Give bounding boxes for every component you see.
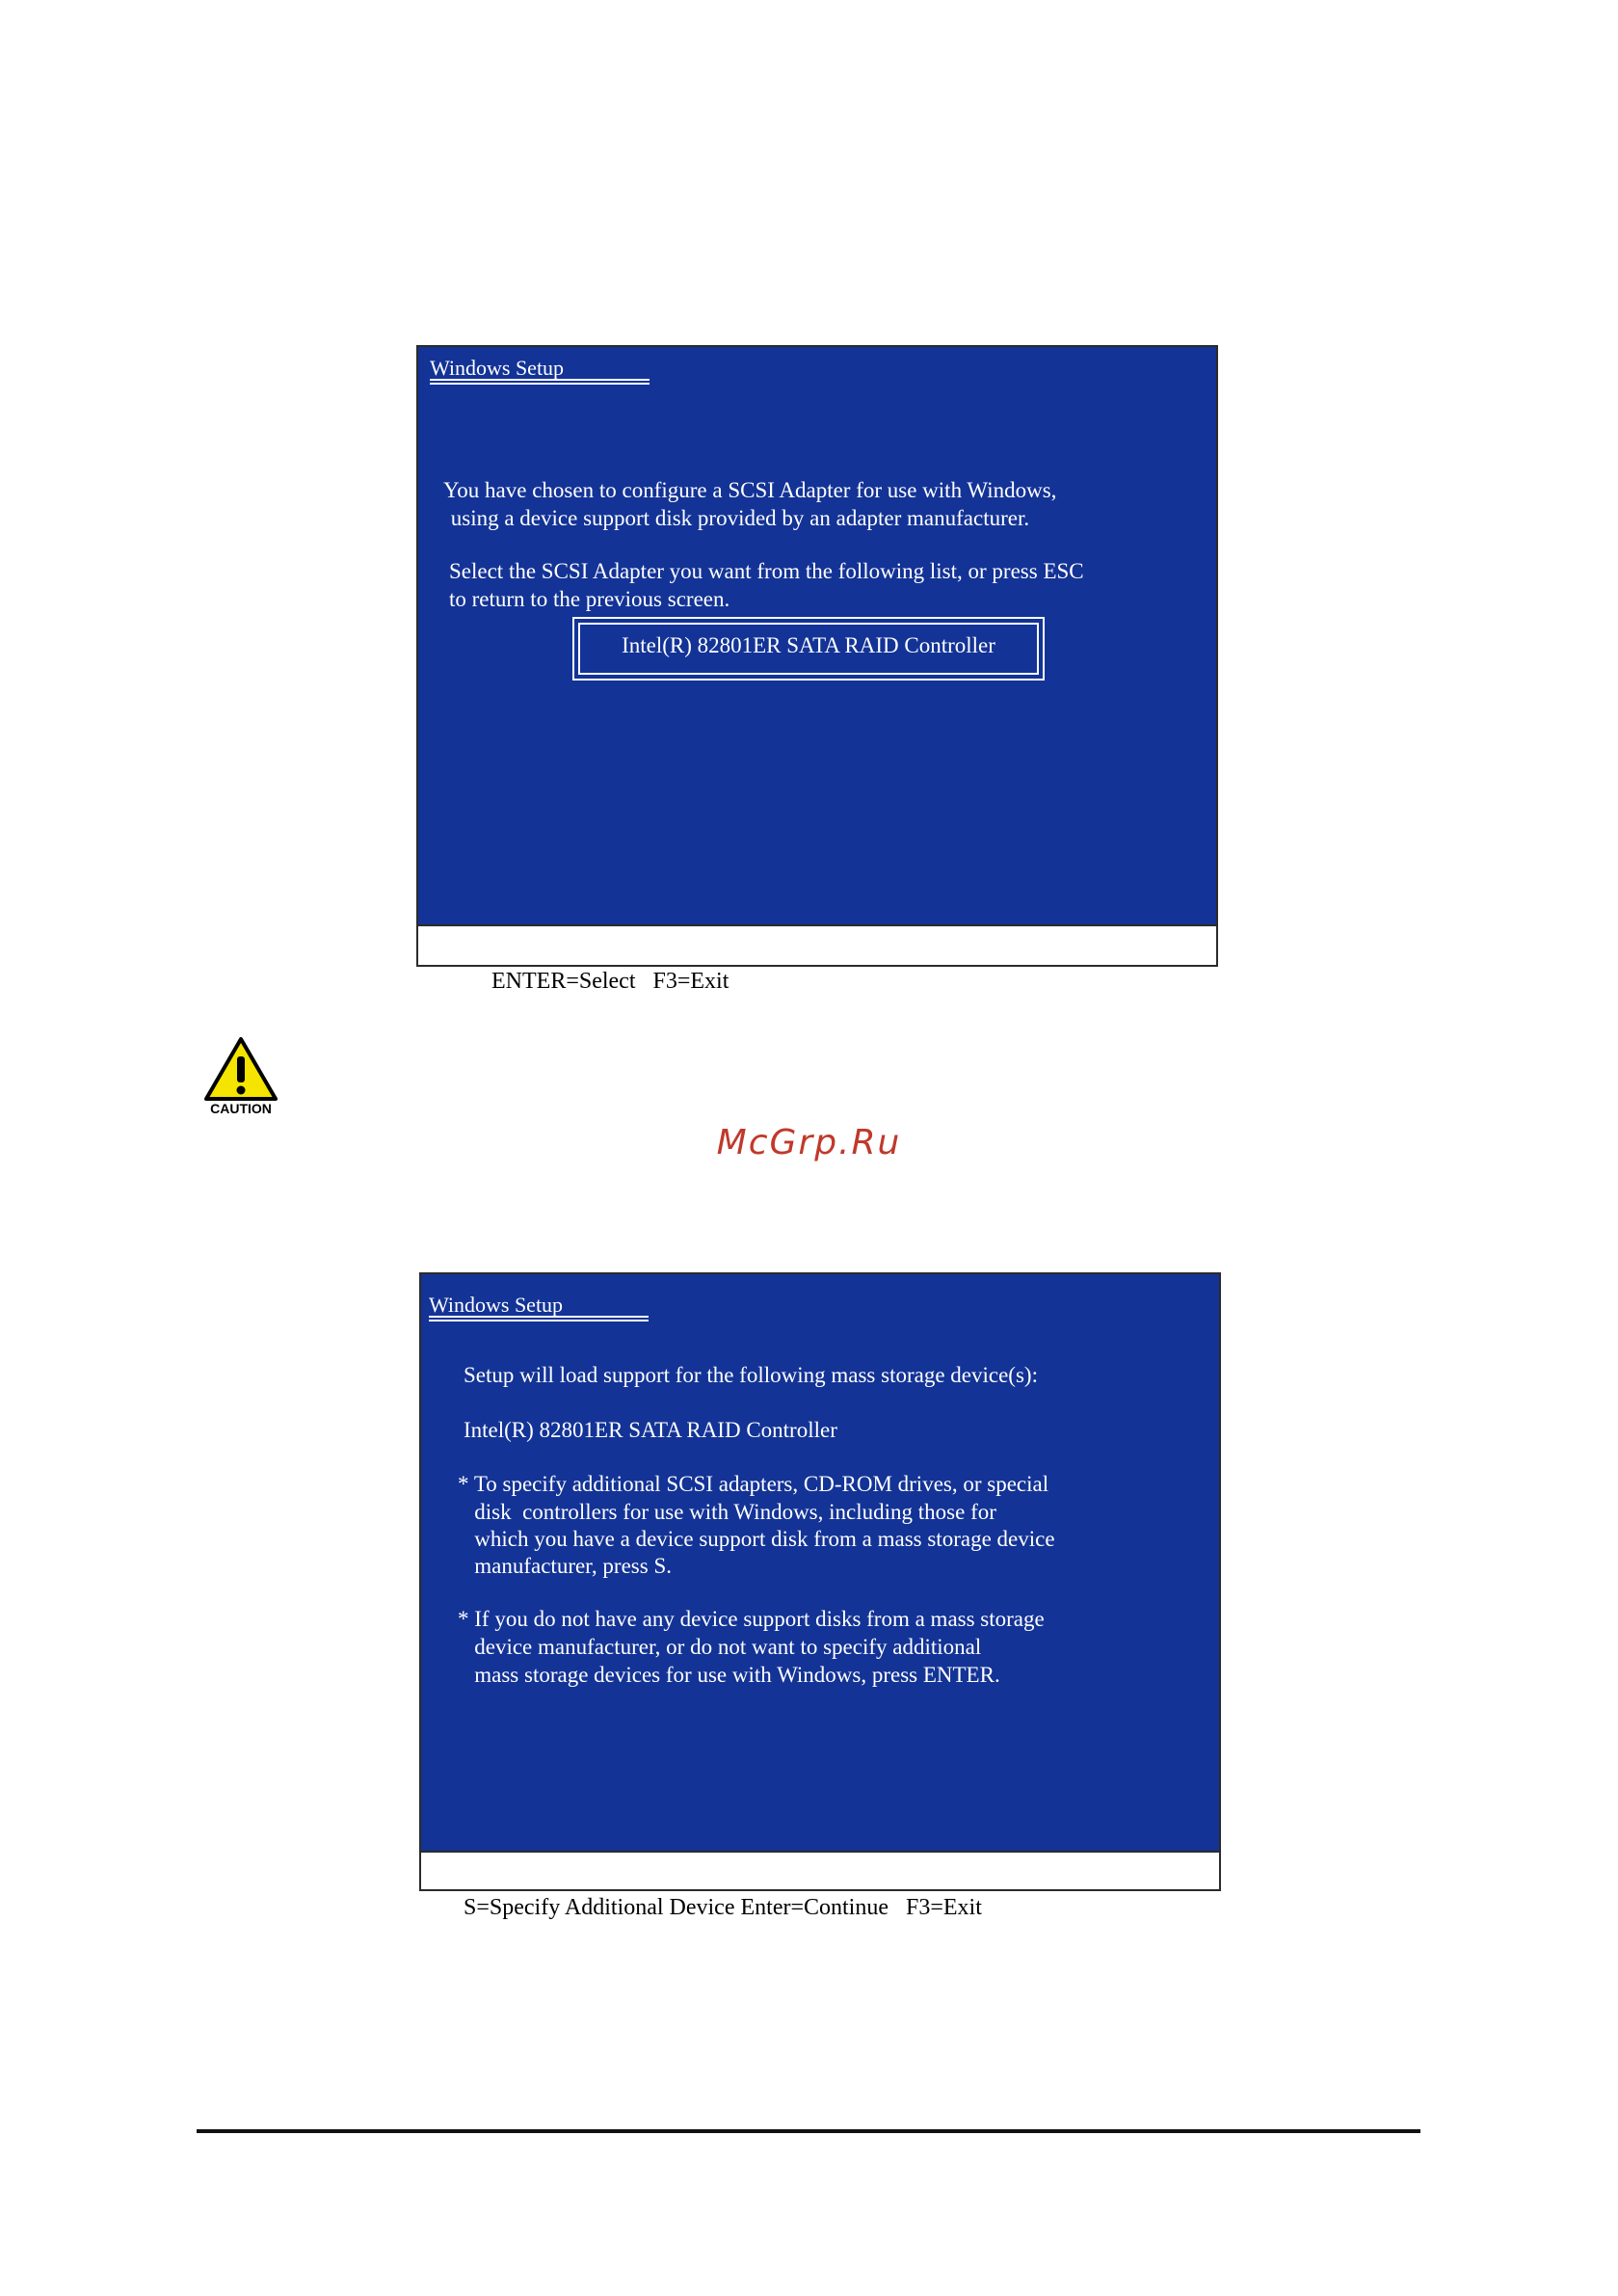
message-line: device manufacturer, or do not want to specify additional: [458, 1635, 982, 1659]
instruction-line: to return to the previous screen.: [449, 587, 730, 611]
instruction-line: You have chosen to configure a SCSI Adapter for use with Windows,: [443, 478, 1057, 502]
message-line: which you have a device support disk from a mass storage device: [458, 1527, 1055, 1551]
status-text: S=Specify Additional Device Enter=Continue F3=Exit: [464, 1895, 982, 1920]
device-name: Intel(R) 82801ER SATA RAID Controller: [464, 1418, 837, 1442]
adapter-list[interactable]: [572, 617, 1045, 681]
instruction-line: Select the SCSI Adapter you want from the following list, or press ESC: [449, 559, 1084, 583]
warning-triangle-icon: [202, 1035, 279, 1103]
title-underline: [430, 379, 650, 385]
message-line: * If you do not have any device support disks from a mass storage: [458, 1607, 1045, 1631]
status-bar: [418, 924, 1216, 994]
setup-screen-select-adapter: [416, 345, 1218, 994]
message-line: manufacturer, press S.: [458, 1554, 672, 1578]
title-underline: [429, 1316, 649, 1322]
setup-screen-load-support: [419, 1272, 1221, 1920]
window-title: Windows Setup: [429, 1293, 564, 1317]
message-line: mass storage devices for use with Windows, press ENTER.: [458, 1663, 1000, 1687]
footer-rule: [197, 2129, 1420, 2133]
setup-screen-body: [421, 1274, 1219, 1853]
message-line: Setup will load support for the following mass storage device(s):: [464, 1363, 1038, 1387]
message-line: disk controllers for use with Windows, including those for: [458, 1500, 996, 1524]
instruction-line: using a device support disk provided by an adapter manufacturer.: [445, 506, 1030, 530]
watermark: McGrp.Ru: [716, 1123, 902, 1162]
message-line: * To specify additional SCSI adapters, CD-ROM drives, or special: [458, 1472, 1049, 1496]
status-text: ENTER=Select F3=Exit: [491, 969, 729, 994]
setup-screen-body: [418, 347, 1216, 926]
status-bar: [421, 1851, 1219, 1920]
window-title: Windows Setup: [430, 356, 565, 380]
caution-label: CAUTION: [210, 1101, 272, 1116]
adapter-option[interactable]: Intel(R) 82801ER SATA RAID Controller: [578, 623, 1039, 675]
caution-icon: [202, 1035, 279, 1122]
